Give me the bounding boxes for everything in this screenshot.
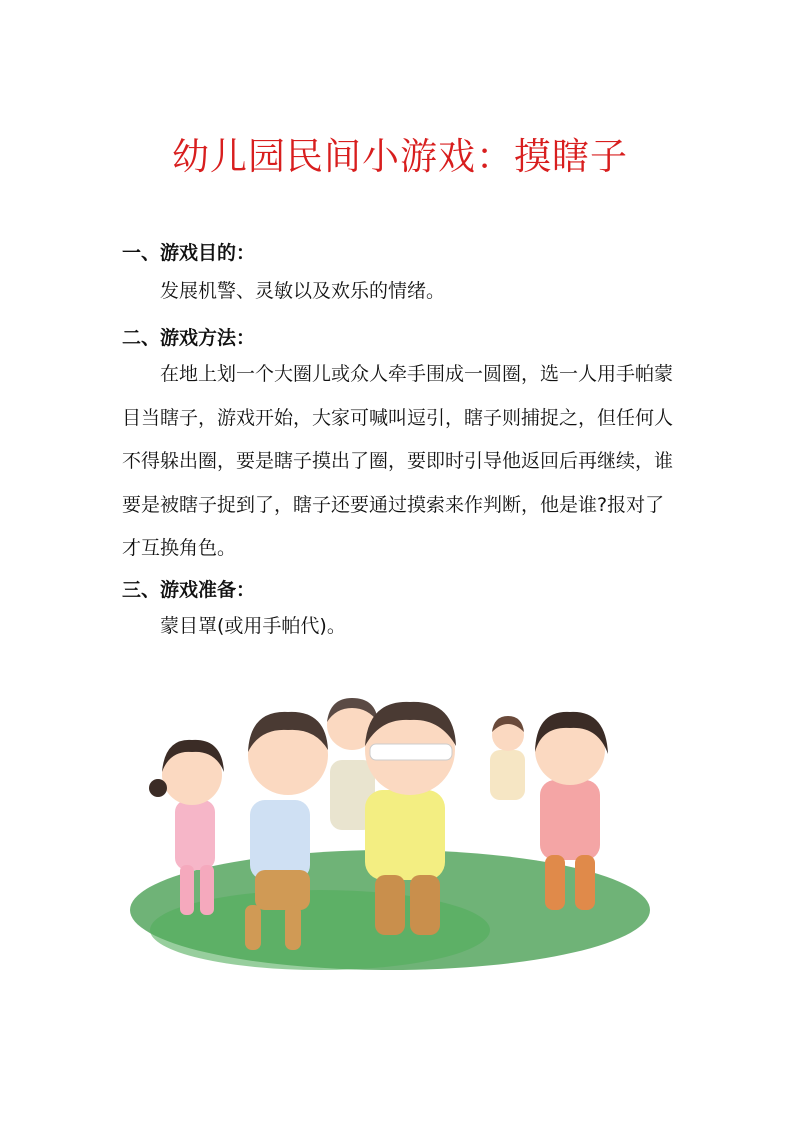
section-heading-purpose: 一、游戏目的： [122, 242, 256, 264]
child-boy-small [490, 716, 525, 800]
section-body-method: 在地上划一个大圈儿或众人牵手围成一圆圈，选一人用手帕蒙目当瞎子，游戏开始，大家可喊叫逗引，瞎子则捕捉之，但任何人不得躲出圈，要是瞎子摸出了圈，要即时引导他返回后再继续，谁要是被瞎子捉到了，瞎子还要通过摸索来作判断，他是谁?报对了才互换角色。 [122, 363, 674, 559]
document-title: 幼儿园民间小游戏：摸瞎子 [172, 135, 628, 178]
section-body-purpose: 发展机警、灵敏以及欢乐的情绪。 [160, 280, 446, 302]
section-heading-preparation: 三、游戏准备： [122, 579, 256, 601]
section-body-preparation: 蒙目罩(或用手帕代)。 [160, 615, 346, 637]
section-heading-method: 二、游戏方法： [122, 327, 256, 349]
children-illustration [120, 680, 660, 980]
